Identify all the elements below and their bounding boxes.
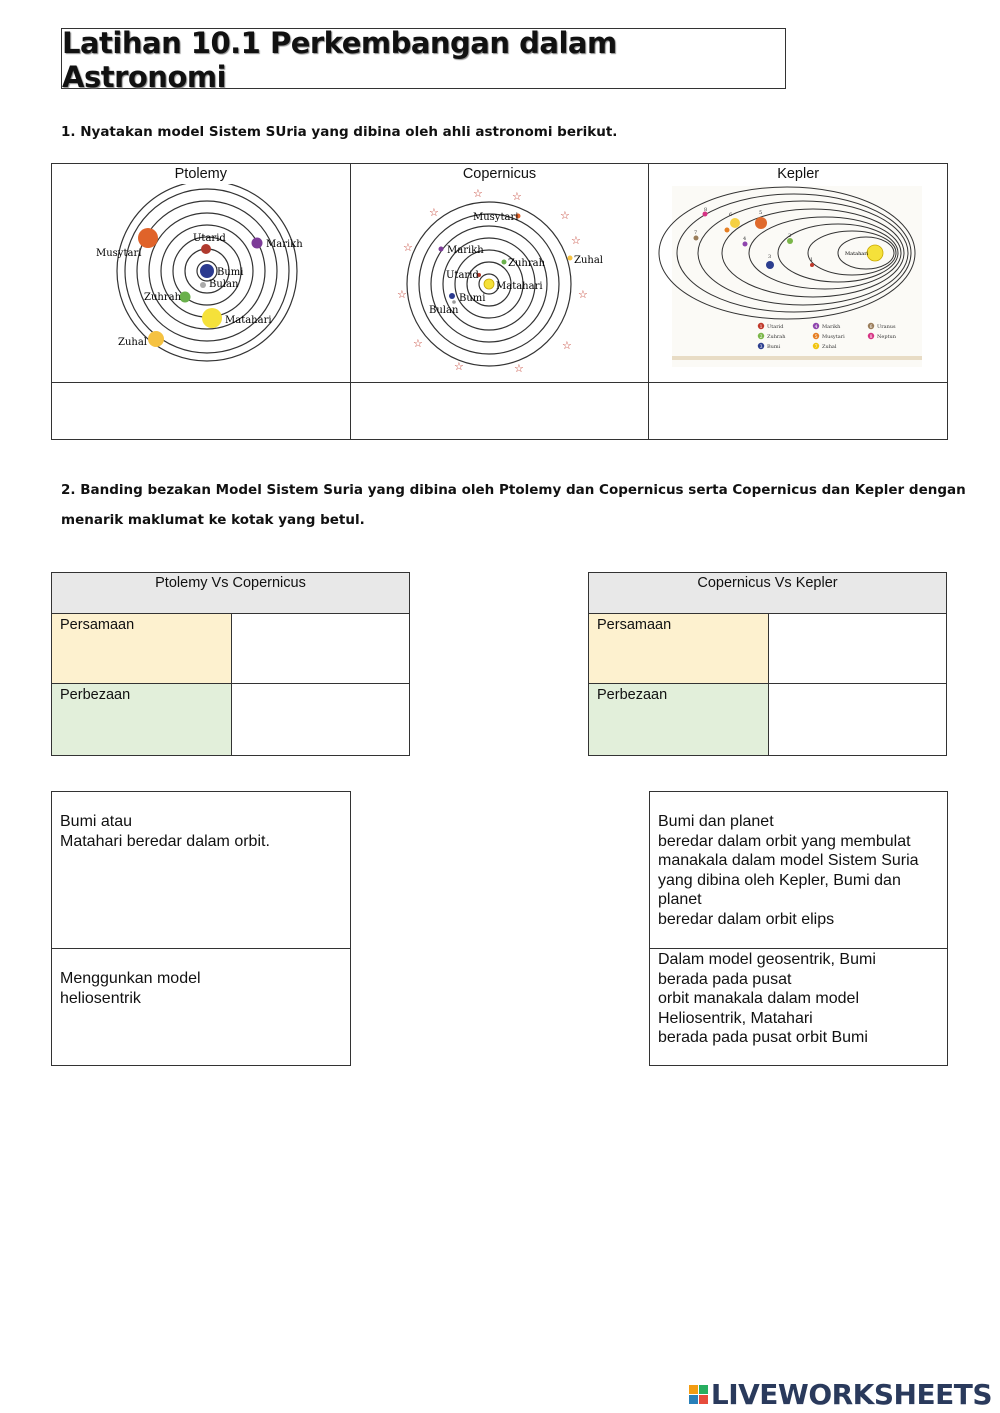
option-text: beredar dalam orbit yang membulat — [658, 832, 911, 850]
liveworksheets-logo — [689, 1378, 992, 1411]
compare-left-persamaan-drop[interactable] — [232, 614, 410, 684]
svg-text:☆: ☆ — [453, 360, 464, 373]
kepler-legend-number: 5 — [814, 334, 818, 340]
compare-left-perbezaan-drop[interactable] — [232, 684, 410, 756]
kepler-legend-number: 4 — [814, 324, 818, 330]
copernicus-label-matahari: Matahari — [495, 281, 543, 292]
kepler-sun-label: Matahari — [845, 251, 869, 257]
kepler-legend-label: Utarid — [767, 324, 784, 330]
ptolemy-label-zuhal: Zuhal — [118, 337, 147, 348]
kepler-diagram — [649, 184, 947, 382]
answer-box-ptolemy[interactable] — [52, 383, 351, 440]
option-text: berada pada pusat — [658, 970, 792, 988]
kepler-legend-number: 3 — [759, 344, 763, 350]
option-text: Heliosentrik, Matahari — [658, 1009, 813, 1027]
question-2-line1: 2. Banding bezakan Model Sistem Suria yang dibina oleh Ptolemy dan Copernicus serta Copernicus dan Kepler dengan — [61, 482, 966, 498]
svg-text:☆: ☆ — [511, 190, 522, 203]
models-table — [51, 163, 948, 440]
drag-option-left-2[interactable] — [51, 948, 351, 1066]
svg-text:☆: ☆ — [513, 362, 524, 375]
kepler-legend-label: Musytari — [822, 334, 846, 340]
copernicus-label-bulan: Bulan — [428, 305, 459, 316]
svg-text:4: 4 — [743, 236, 747, 242]
kepler-legend-label: Uranus — [877, 324, 896, 330]
copernicus-cell — [350, 164, 649, 383]
copernicus-label-zuhal: Zuhal — [573, 255, 603, 266]
svg-text:☆: ☆ — [570, 234, 581, 247]
copernicus-label-bumi: Bumi — [458, 293, 486, 304]
svg-text:☆: ☆ — [559, 209, 570, 222]
drag-option-left-1[interactable] — [51, 791, 351, 949]
svg-text:2: 2 — [788, 233, 792, 239]
kepler-legend-label: Bumi — [767, 344, 781, 350]
title-box — [61, 25, 786, 94]
kepler-legend-label: Neptun — [877, 334, 897, 340]
compare-table-ptolemy-copernicus — [51, 572, 410, 756]
svg-text:1: 1 — [810, 257, 814, 263]
option-text: Bumi dan planet — [658, 813, 774, 830]
ptolemy-label-utarid: Utarid — [193, 233, 226, 244]
logo-text: LIVEWORKSHEETS — [710, 1378, 992, 1411]
question-2-line2: menarik maklumat ke kotak yang betul. — [61, 512, 365, 528]
svg-text:3: 3 — [768, 254, 772, 260]
copernicus-label-marikh: Marikh — [446, 245, 484, 256]
svg-text:☆: ☆ — [402, 241, 413, 254]
ptolemy-label-marikh: Marikh — [266, 239, 303, 250]
ptolemy-diagram — [52, 184, 350, 382]
answer-box-kepler[interactable] — [649, 383, 948, 440]
option-text: planet — [658, 891, 702, 908]
ptolemy-label-bulan: Bulan — [209, 279, 239, 290]
kepler-cell — [649, 164, 948, 383]
ptolemy-cell — [52, 164, 351, 383]
option-text: Menggunkan model — [60, 970, 201, 987]
kepler-heading: Kepler — [777, 166, 820, 182]
option-text: Matahari beredar dalam orbit. — [60, 832, 270, 850]
svg-text:☆: ☆ — [561, 339, 572, 352]
copernicus-label-musytari: Musytari — [472, 212, 519, 223]
svg-text:☆: ☆ — [428, 206, 439, 219]
kepler-legend-label: Marikh — [822, 324, 841, 330]
kepler-legend-number: 7 — [814, 344, 818, 350]
compare-right-title: Copernicus Vs Kepler — [589, 573, 947, 614]
ptolemy-label-musytari: Musytari — [96, 248, 142, 259]
copernicus-label-zuhrah: Zuhrah — [507, 258, 545, 269]
compare-right-perbezaan-drop[interactable] — [769, 684, 947, 756]
option-text: yang dibina oleh Kepler, Bumi dan — [658, 871, 901, 889]
option-text: Dalam model geosentrik, Bumi — [658, 951, 876, 968]
compare-table-copernicus-kepler — [588, 572, 947, 756]
option-text: manakala dalam model Sistem Suria — [658, 852, 919, 869]
compare-left-persamaan-label: Persamaan — [52, 614, 232, 684]
option-text: orbit manakala dalam model — [658, 990, 859, 1007]
ptolemy-heading: Ptolemy — [174, 166, 228, 182]
ptolemy-label-bumi: Bumi — [217, 267, 244, 278]
page-title: Latihan 10.1 Perkembangan dalam Astronomi — [62, 25, 617, 94]
copernicus-heading: Copernicus — [462, 166, 537, 182]
compare-right-persamaan-label: Persamaan — [589, 614, 769, 684]
option-text: berada pada pusat orbit Bumi — [658, 1029, 868, 1046]
copernicus-label-utarid: Utarid — [445, 270, 479, 281]
option-text: beredar dalam orbit elips — [658, 910, 835, 928]
copernicus-diagram — [351, 184, 649, 382]
ptolemy-label-matahari: Matahari — [225, 315, 272, 326]
svg-text:☆: ☆ — [472, 187, 483, 200]
option-text: heliosentrik — [60, 989, 141, 1007]
kepler-legend-label: Zuhal — [822, 344, 837, 350]
option-text: Bumi atau — [60, 813, 133, 830]
drag-option-right-1[interactable] — [649, 791, 948, 949]
kepler-legend-number: 2 — [759, 334, 763, 340]
compare-left-perbezaan-label: Perbezaan — [52, 684, 232, 756]
drag-option-right-2[interactable] — [649, 948, 948, 1066]
kepler-legend-number: 1 — [759, 324, 763, 330]
svg-text:6: 6 — [729, 212, 733, 218]
compare-right-persamaan-drop[interactable] — [769, 614, 947, 684]
svg-text:☆: ☆ — [412, 337, 423, 350]
question-1: 1. Nyatakan model Sistem SUria yang dibina oleh ahli astronomi berikut. — [61, 124, 618, 140]
answer-box-copernicus[interactable] — [350, 383, 649, 440]
compare-right-perbezaan-label: Perbezaan — [589, 684, 769, 756]
kepler-legend-label: Zuhrah — [767, 334, 786, 340]
svg-text:5: 5 — [759, 210, 763, 216]
ptolemy-label-zuhrah: Zuhrah — [144, 292, 182, 303]
svg-text:8: 8 — [704, 207, 708, 213]
svg-text:☆: ☆ — [577, 288, 588, 301]
kepler-legend-number: 8 — [869, 334, 873, 340]
svg-text:7: 7 — [694, 230, 698, 236]
kepler-legend-number: 6 — [869, 324, 873, 330]
svg-text:☆: ☆ — [396, 288, 407, 301]
logo-icon — [689, 1385, 708, 1404]
compare-left-title: Ptolemy Vs Copernicus — [52, 573, 410, 614]
